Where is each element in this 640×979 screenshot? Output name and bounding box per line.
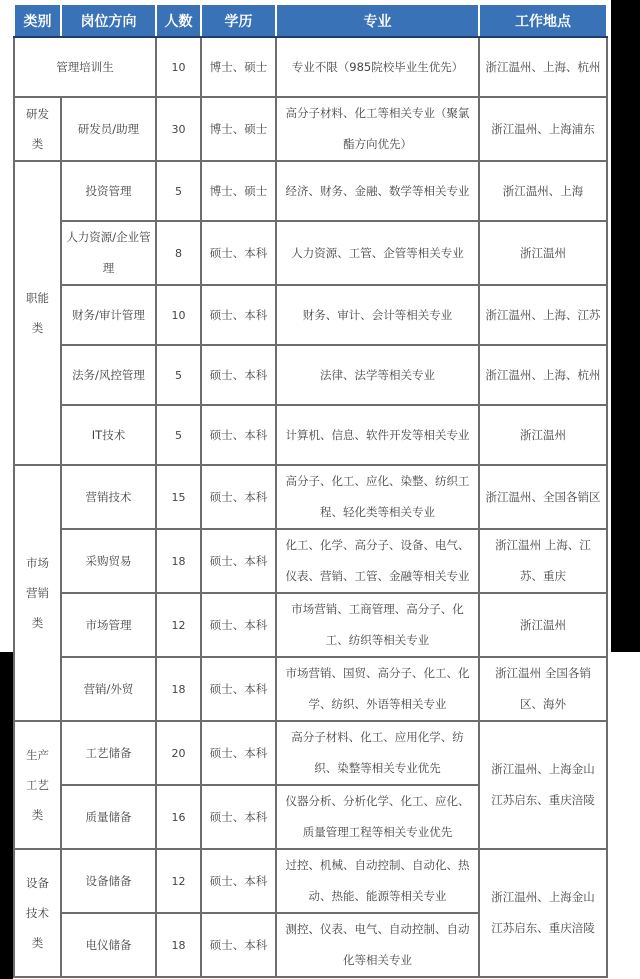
major-cell: 过控、机械、自动控制、自动化、热动、热能、能源等相关专业 — [276, 849, 479, 913]
table-row — [14, 529, 607, 593]
category-cell-rd: 研发类 — [14, 97, 61, 161]
table-row — [14, 657, 607, 721]
major-cell: 测控、仪表、电气、自动控制、自动化等相关专业 — [276, 913, 479, 977]
education-cell: 硕士、本科 — [201, 913, 276, 977]
position-cell: 人力资源/企业管理 — [61, 221, 156, 285]
location-cell: 浙江温州 上海、江苏、重庆 — [479, 529, 607, 593]
major-cell: 高分子材料、化工等相关专业（聚氯酯方向优先） — [276, 97, 479, 161]
position-cell: 研发员/助理 — [61, 97, 156, 161]
count-cell: 18 — [156, 913, 201, 977]
education-cell: 硕士、本科 — [201, 285, 276, 345]
count-cell: 10 — [156, 37, 201, 97]
education-cell: 硕士、本科 — [201, 405, 276, 465]
position-cell: 营销技术 — [61, 465, 156, 529]
header-row — [14, 4, 607, 37]
table-row — [14, 97, 607, 161]
location-cell: 浙江温州、上海金山 江苏启东、重庆涪陵 — [479, 721, 607, 849]
position-cell: 财务/审计管理 — [61, 285, 156, 345]
major-cell: 市场营销、国贸、高分子、化工、化学、纺织、外语等相关专业 — [276, 657, 479, 721]
category-cell-mkt: 市场营销类 — [14, 465, 61, 721]
header-count: 人数 — [156, 4, 201, 37]
table-row — [14, 345, 607, 405]
location-cell: 浙江温州、上海 — [479, 161, 607, 221]
major-cell: 高分子、化工、应化、染整、纺织工程、轻化类等相关专业 — [276, 465, 479, 529]
position-cell: 营销/外贸 — [61, 657, 156, 721]
header-location: 工作地点 — [479, 4, 607, 37]
major-cell: 化工、化学、高分子、设备、电气、仪表、营销、工管、金融等相关专业 — [276, 529, 479, 593]
position-cell: 质量储备 — [61, 785, 156, 849]
header-category: 类别 — [14, 4, 61, 37]
count-cell: 18 — [156, 657, 201, 721]
location-cell: 浙江温州、上海、杭州 — [479, 37, 607, 97]
major-cell: 市场营销、工商管理、高分子、化工、纺织等相关专业 — [276, 593, 479, 657]
location-cell: 浙江温州、上海金山 江苏启东、重庆涪陵 — [479, 849, 607, 977]
table-row — [14, 593, 607, 657]
position-cell: 设备储备 — [61, 849, 156, 913]
count-cell: 18 — [156, 529, 201, 593]
table-row — [14, 849, 607, 913]
count-cell: 12 — [156, 849, 201, 913]
education-cell: 硕士、本科 — [201, 785, 276, 849]
table-row — [14, 465, 607, 529]
table-row — [14, 37, 607, 97]
education-cell: 硕士、本科 — [201, 849, 276, 913]
right-edge-bar — [611, 0, 640, 652]
education-cell: 硕士、本科 — [201, 345, 276, 405]
education-cell: 博士、硕士 — [201, 37, 276, 97]
count-cell: 15 — [156, 465, 201, 529]
table-row — [14, 405, 607, 465]
table-row — [14, 161, 607, 221]
category-cell-prod: 生产工艺类 — [14, 721, 61, 849]
position-cell: 电仪储备 — [61, 913, 156, 977]
count-cell: 5 — [156, 161, 201, 221]
count-cell: 5 — [156, 405, 201, 465]
location-cell: 浙江温州、上海、杭州 — [479, 345, 607, 405]
education-cell: 硕士、本科 — [201, 465, 276, 529]
major-cell: 专业不限（985院校毕业生优先） — [276, 37, 479, 97]
header-position: 岗位方向 — [61, 4, 156, 37]
position-cell: 投资管理 — [61, 161, 156, 221]
education-cell: 硕士、本科 — [201, 529, 276, 593]
major-cell: 人力资源、工管、企管等相关专业 — [276, 221, 479, 285]
education-cell: 博士、硕士 — [201, 161, 276, 221]
major-cell: 高分子材料、化工、应用化学、纺织、染整等相关专业优先 — [276, 721, 479, 785]
education-cell: 硕士、本科 — [201, 657, 276, 721]
position-cell: 采购贸易 — [61, 529, 156, 593]
major-cell: 财务、审计、会计等相关专业 — [276, 285, 479, 345]
table-row — [14, 221, 607, 285]
count-cell: 5 — [156, 345, 201, 405]
position-cell: 工艺储备 — [61, 721, 156, 785]
count-cell: 16 — [156, 785, 201, 849]
location-cell: 浙江温州 全国各销区、海外 — [479, 657, 607, 721]
table-row — [14, 721, 607, 785]
count-cell: 8 — [156, 221, 201, 285]
education-cell: 硕士、本科 — [201, 721, 276, 785]
major-cell: 计算机、信息、软件开发等相关专业 — [276, 405, 479, 465]
position-cell: IT技术 — [61, 405, 156, 465]
header-education: 学历 — [201, 4, 276, 37]
location-cell: 浙江温州 — [479, 593, 607, 657]
position-cell: 市场管理 — [61, 593, 156, 657]
location-cell: 浙江温州、全国各销区 — [479, 465, 607, 529]
left-edge-bar — [0, 652, 13, 979]
location-cell: 浙江温州、上海、江苏 — [479, 285, 607, 345]
education-cell: 博士、硕士 — [201, 97, 276, 161]
major-cell: 经济、财务、金融、数学等相关专业 — [276, 161, 479, 221]
location-cell: 浙江温州、上海浦东 — [479, 97, 607, 161]
count-cell: 30 — [156, 97, 201, 161]
count-cell: 10 — [156, 285, 201, 345]
category-cell-func: 职能类 — [14, 161, 61, 465]
position-cell: 法务/风控管理 — [61, 345, 156, 405]
position-cell: 管理培训生 — [14, 37, 156, 97]
count-cell: 12 — [156, 593, 201, 657]
major-cell: 仪器分析、分析化学、化工、应化、质量管理工程等相关专业优先 — [276, 785, 479, 849]
category-cell-equip: 设备技术类 — [14, 849, 61, 977]
header-major: 专业 — [276, 4, 479, 37]
count-cell: 20 — [156, 721, 201, 785]
location-cell: 浙江温州 — [479, 221, 607, 285]
education-cell: 硕士、本科 — [201, 221, 276, 285]
location-cell: 浙江温州 — [479, 405, 607, 465]
table-row — [14, 285, 607, 345]
education-cell: 硕士、本科 — [201, 593, 276, 657]
major-cell: 法律、法学等相关专业 — [276, 345, 479, 405]
recruitment-table — [13, 3, 608, 978]
